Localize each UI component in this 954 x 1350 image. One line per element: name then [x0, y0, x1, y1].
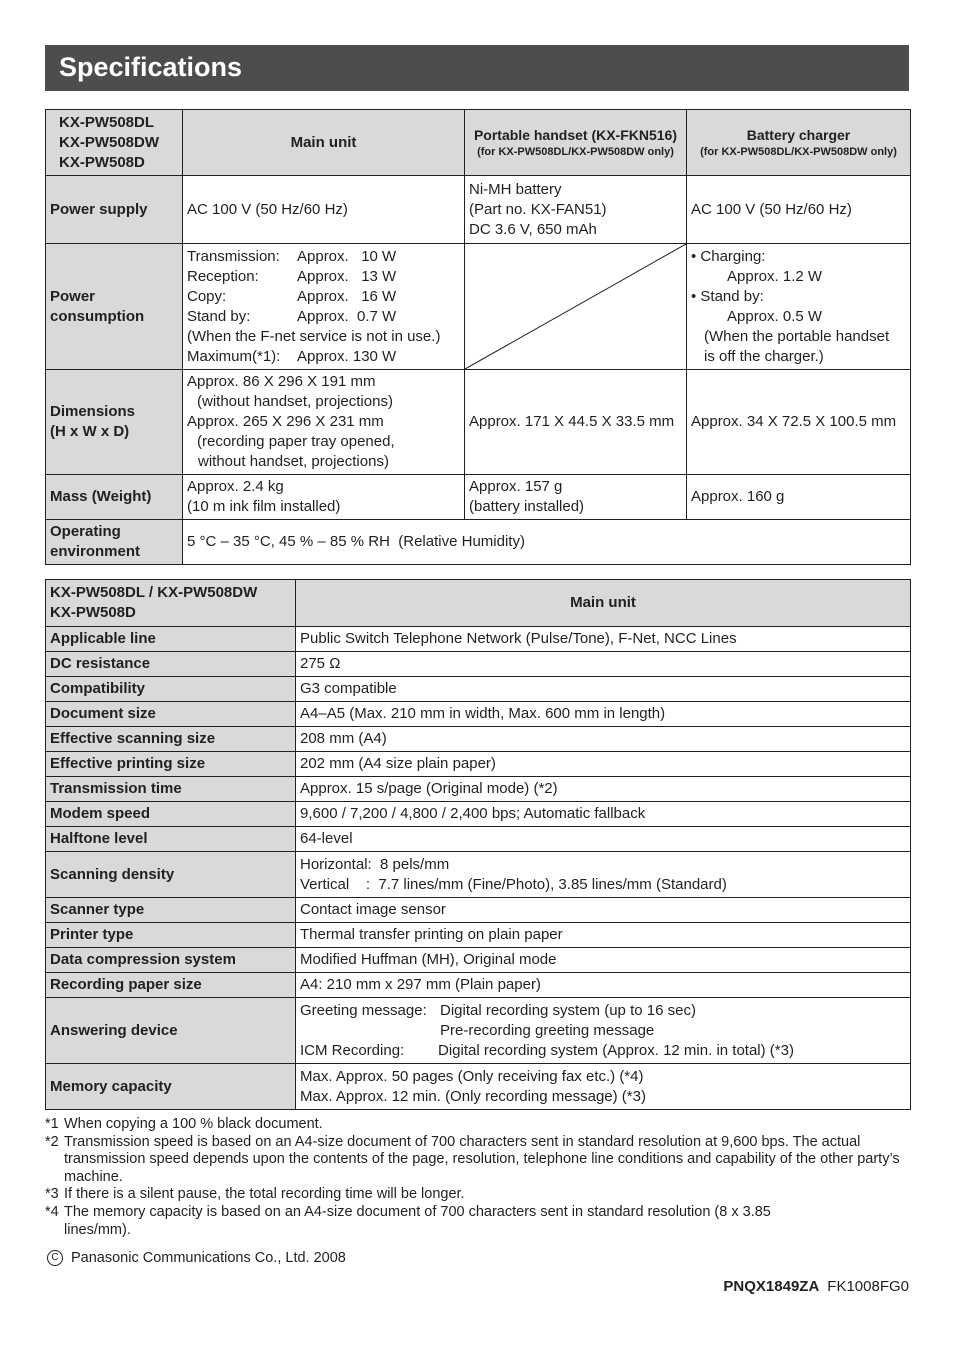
- text-line: 275 Ω: [300, 655, 341, 672]
- text-line: Approx. 2.4 kg: [187, 478, 284, 495]
- text-line: 9,600 / 7,200 / 4,800 / 2,400 bps; Automatic fallback: [300, 805, 646, 822]
- row-value: [296, 627, 911, 652]
- model-name: KX-PW508DL / KX-PW508DW: [50, 584, 258, 601]
- text-line: (10 m ink film installed): [187, 498, 341, 515]
- power-supply-handset: [465, 176, 687, 244]
- text-line: [187, 347, 460, 367]
- text-line: Approx. 157 g: [469, 478, 563, 495]
- text-line: (recording paper tray opened,: [197, 433, 395, 450]
- key: Reception:: [187, 267, 259, 285]
- operating-value: 5 °C – 35 °C, 45 % – 85 % RH (Relative Humidity): [183, 520, 911, 565]
- models-cell: [46, 580, 296, 627]
- col-handset-note: (for KX-PW508DL/KX-PW508DW only): [477, 145, 674, 158]
- footnote-text: If there is a silent pause, the total recording time will be longer.: [64, 1186, 465, 1203]
- text-line: G3 compatible: [300, 680, 397, 697]
- row-value: [296, 1064, 911, 1110]
- value: Approx. 13 W: [297, 267, 397, 285]
- text-line: [300, 1001, 906, 1021]
- text-line: Modified Huffman (MH), Original mode: [300, 951, 557, 968]
- text-line: [300, 1041, 906, 1061]
- mass-charger: Approx. 160 g: [687, 475, 911, 520]
- text-line: (Part no. KX-FAN51): [469, 200, 607, 218]
- power-consumption-charger: [687, 244, 911, 370]
- table-row: [46, 702, 911, 727]
- row-value: [296, 677, 911, 702]
- text-line: 208 mm (A4): [300, 730, 387, 747]
- footnote: [45, 1204, 915, 1239]
- part-number: PNQX1849ZA: [723, 1278, 820, 1295]
- row-label: Modem speed: [46, 802, 296, 827]
- row-value: [296, 652, 911, 677]
- table-row: [46, 520, 911, 565]
- col-handset-title: Portable handset (KX-FKN516): [473, 126, 678, 143]
- row-label: Scanner type: [46, 898, 296, 923]
- copyright-icon: C: [47, 1250, 63, 1266]
- part-number-line: [723, 1278, 909, 1295]
- text-line: (H x W x D): [50, 423, 130, 440]
- text-line: Digital recording system (Approx. 12 min. in total) (*3): [438, 1041, 794, 1059]
- text-line: (without handset, projections): [197, 393, 393, 410]
- value: Approx. 10 W: [297, 247, 397, 265]
- model-name: KX-PW508DW: [59, 133, 160, 151]
- table-row: [46, 176, 911, 244]
- row-value: [296, 948, 911, 973]
- text-line: Contact image sensor: [300, 901, 446, 918]
- row-label: Printer type: [46, 923, 296, 948]
- table-header-row: [46, 580, 911, 627]
- value: Approx. 16 W: [297, 287, 397, 305]
- col-handset: [465, 110, 687, 176]
- text-line: Public Switch Telephone Network (Pulse/Tone), F-Net, NCC Lines: [300, 630, 737, 647]
- footnote-mark: *2: [45, 1133, 59, 1150]
- text-line: Vertical : 7.7 lines/mm (Fine/Photo), 3.85 lines/mm (Standard): [300, 875, 727, 893]
- models-cell: [46, 110, 183, 176]
- text-line: [187, 287, 460, 307]
- model-name: KX-PW508D: [50, 604, 136, 621]
- text-line: DC 3.6 V, 650 mAh: [469, 220, 597, 238]
- text-line: Approx. 15 s/page (Original mode) (*2): [300, 780, 558, 797]
- key: Transmission:: [187, 247, 280, 265]
- text-line: [187, 267, 460, 287]
- text-line: Approx. 86 X 296 X 191 mm: [187, 373, 376, 390]
- text-line: • Stand by:: [691, 287, 764, 305]
- text-line: 202 mm (A4 size plain paper): [300, 755, 496, 772]
- row-label: [46, 244, 183, 370]
- copyright-text: Panasonic Communications Co., Ltd. 2008: [71, 1250, 346, 1266]
- text-line: Dimensions: [50, 403, 136, 420]
- table-row: [46, 923, 911, 948]
- row-label: Scanning density: [46, 852, 296, 898]
- dimensions-handset: Approx. 171 X 44.5 X 33.5 mm: [465, 370, 687, 475]
- text-line: (When the portable handset: [704, 327, 890, 345]
- table-row: [46, 652, 911, 677]
- table-row: [46, 802, 911, 827]
- text-line: Max. Approx. 12 min. (Only recording message) (*3): [300, 1087, 646, 1105]
- row-label: Recording paper size: [46, 973, 296, 998]
- text-line: Pre-recording greeting message: [440, 1021, 655, 1039]
- table-body: [46, 627, 911, 1110]
- table-row: [46, 852, 911, 898]
- value: Approx. 130 W: [297, 347, 397, 365]
- footnote: [45, 1186, 915, 1204]
- row-value: [296, 702, 911, 727]
- row-label: Document size: [46, 702, 296, 727]
- row-value: [296, 923, 911, 948]
- col-main-unit: Main unit: [183, 110, 465, 176]
- footnote-mark: *1: [45, 1116, 59, 1132]
- model-name: KX-PW508DL: [59, 113, 155, 131]
- key: Maximum(*1):: [187, 347, 281, 365]
- text-line: [187, 247, 460, 267]
- row-value: [296, 827, 911, 852]
- dimensions-main: [183, 370, 465, 475]
- title-bar: [45, 45, 909, 91]
- text-line: Approx. 0.5 W: [727, 307, 823, 325]
- text-line: Ni-MH battery: [469, 180, 562, 198]
- footnote-mark: *3: [45, 1186, 59, 1203]
- text-line: without handset, projections): [198, 453, 389, 470]
- table-row: [46, 898, 911, 923]
- dimensions-charger: Approx. 34 X 72.5 X 100.5 mm: [687, 370, 911, 475]
- key: Stand by:: [187, 307, 251, 325]
- row-label: Answering device: [46, 998, 296, 1064]
- row-value: [296, 777, 911, 802]
- table-row: [46, 973, 911, 998]
- table-row: [46, 777, 911, 802]
- row-label: [46, 370, 183, 475]
- table-row: [46, 727, 911, 752]
- row-label: Mass (Weight): [46, 475, 183, 520]
- text-line: Thermal transfer printing on plain paper: [300, 926, 563, 943]
- row-label: Applicable line: [46, 627, 296, 652]
- row-label: Compatibility: [46, 677, 296, 702]
- row-label: Memory capacity: [46, 1064, 296, 1110]
- power-consumption-main: [183, 244, 465, 370]
- text-line: (When the F-net service is not in use.): [187, 327, 441, 345]
- col-charger-title: Battery charger: [746, 126, 851, 143]
- copyright: [47, 1250, 346, 1266]
- table-row: [46, 370, 911, 475]
- row-value: [296, 973, 911, 998]
- table-row: [46, 948, 911, 973]
- row-value: [296, 727, 911, 752]
- table-row: [46, 1064, 911, 1110]
- row-value: [296, 998, 911, 1064]
- value: Approx. 0.7 W: [297, 307, 397, 325]
- diagonal-line: [465, 244, 686, 369]
- text-line: Operating: [50, 523, 121, 540]
- row-label: Halftone level: [46, 827, 296, 852]
- footnote-mark: *4: [45, 1203, 59, 1220]
- row-value: [296, 852, 911, 898]
- power-supply-charger: AC 100 V (50 Hz/60 Hz): [687, 176, 911, 244]
- text-line: Approx. 1.2 W: [727, 267, 823, 285]
- text-line: Digital recording system (up to 16 sec): [440, 1001, 696, 1019]
- text-line: Approx. 265 X 296 X 231 mm: [187, 413, 384, 430]
- table-row: [46, 677, 911, 702]
- text-line: consumption: [50, 307, 145, 325]
- row-value: [296, 898, 911, 923]
- table-row: [46, 627, 911, 652]
- col-charger: [687, 110, 911, 176]
- document-code: FK1008FG0: [827, 1278, 909, 1295]
- not-applicable-cell: [465, 244, 687, 370]
- power-supply-main: AC 100 V (50 Hz/60 Hz): [183, 176, 465, 244]
- text-line: ICM Recording:: [300, 1041, 405, 1059]
- footnote-text: The memory capacity is based on an A4-size document of 700 characters sent in standard resolution (8 x 3.85 lines/mm).: [64, 1203, 771, 1238]
- row-label: Power supply: [46, 176, 183, 244]
- text-line: (battery installed): [469, 498, 585, 515]
- footnote-text: When copying a 100 % black document.: [64, 1116, 323, 1132]
- text-line: [187, 307, 460, 327]
- col-charger-note: (for KX-PW508DL/KX-PW508DW only): [700, 145, 897, 158]
- text-line: Greeting message:: [300, 1001, 427, 1019]
- text-line: Max. Approx. 50 pages (Only receiving fax etc.) (*4): [300, 1067, 644, 1085]
- text-line: Horizontal: 8 pels/mm: [300, 855, 450, 873]
- row-label: Transmission time: [46, 777, 296, 802]
- mass-handset: [465, 475, 687, 520]
- col-main-unit: Main unit: [296, 580, 911, 627]
- row-label: Data compression system: [46, 948, 296, 973]
- table-row: [46, 998, 911, 1064]
- row-value: [296, 802, 911, 827]
- footnote: [45, 1116, 915, 1134]
- table-header-row: [46, 110, 911, 176]
- key: Copy:: [187, 287, 227, 305]
- text-line: A4: 210 mm x 297 mm (Plain paper): [300, 976, 541, 993]
- row-label: Effective scanning size: [46, 727, 296, 752]
- specs-table-main-unit: [45, 579, 911, 1110]
- text-line: A4–A5 (Max. 210 mm in width, Max. 600 mm in length): [300, 705, 666, 722]
- mass-main: [183, 475, 465, 520]
- table-row: [46, 244, 911, 370]
- text-line: is off the charger.): [704, 347, 824, 365]
- row-label: [46, 520, 183, 565]
- row-label: DC resistance: [46, 652, 296, 677]
- table-row: [46, 752, 911, 777]
- table-row: [46, 475, 911, 520]
- text-line: • Charging:: [691, 247, 766, 265]
- footnotes: [45, 1116, 915, 1239]
- table-row: [46, 827, 911, 852]
- model-name: KX-PW508D: [59, 153, 145, 171]
- specs-table-general: [45, 109, 911, 565]
- text-line: environment: [50, 543, 141, 560]
- footnote: [45, 1134, 915, 1187]
- text-line: 64-level: [300, 830, 353, 847]
- footnote-text: Transmission speed is based on an A4-size document of 700 characters sent in standard resolution at 9,600 bps. The actual transmission speed depends upon the contents of the page, resolution, telephone line conditions and capability of the other party’s machine.: [64, 1133, 900, 1185]
- row-value: [296, 752, 911, 777]
- text-line: Power: [50, 287, 96, 305]
- row-label: Effective printing size: [46, 752, 296, 777]
- page-title: Specifications: [59, 52, 243, 82]
